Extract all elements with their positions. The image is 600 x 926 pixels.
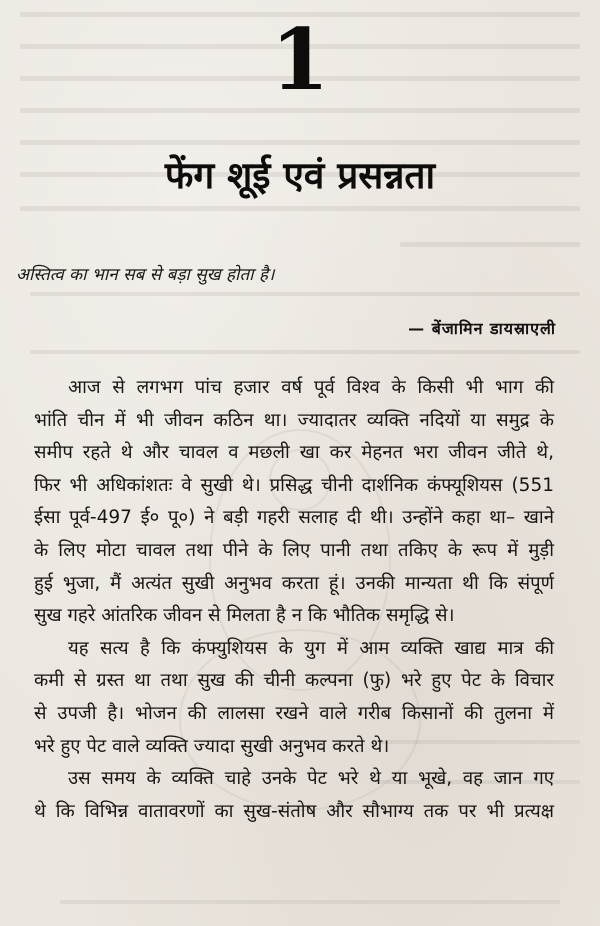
text-line: फिर भी अधिकांशतः वे सुखी थे। प्रसिद्ध चीनी दार्शनिक कंफ्यूशियस (551 xyxy=(34,474,554,496)
text-line: भरे हुए पेट वाले व्यक्ति ज्यादा सुखी अनुभव करते थे। xyxy=(34,735,390,757)
body-paragraph xyxy=(34,763,554,828)
chapter-body xyxy=(34,372,554,828)
text-line: ईसा पूर्व-497 ई० पू०) ने बड़ी गहरी सलाह दी थी। उन्होंने कहा था– खाने xyxy=(34,507,554,529)
epigraph-author: — बेंजामिन डायस्राएली xyxy=(408,319,556,338)
text-line: यह सत्य है कि कंफ्युशियस के युग में आम व्यक्ति खाद्य मात्र की xyxy=(68,637,554,659)
body-paragraph xyxy=(34,633,554,763)
text-line: के लिए मोटा चावल तथा पीने के लिए पानी तथा तकिए के रूप में मुड़ी xyxy=(34,539,554,561)
text-line: आज से लगभग पांच हजार वर्ष पूर्व विश्व के किसी भी भाग की xyxy=(68,377,554,398)
text-line: थे कि विभिन्न वातावरणों का सुख-संतोष और सौभाग्य तक पर भी प्रत्यक्ष xyxy=(34,800,554,822)
text-line: सुख गहरे आंतरिक जीवन से मिलता है न कि भौतिक समृद्धि से। xyxy=(34,605,455,627)
chapter-title: फेंग शूई एवं प्रसन्नता xyxy=(164,154,436,197)
text-line: से उपजी है। भोजन की लालसा रखने वाले गरीब किसानों की तुलना में xyxy=(34,702,554,724)
text-line: उस समय के व्यक्ति चाहे उनके पेट भरे थे या भूखे, वह जान गए xyxy=(68,768,554,790)
text-line: कमी से ग्रस्त था तथा सुख की चीनी कल्पना (फु) भरे हुए पेट के विचार xyxy=(34,670,554,692)
epigraph-quote: अस्तित्व का भान सब से बड़ा सुख होता है। xyxy=(16,265,275,285)
chapter-number: 1 xyxy=(270,10,330,109)
body-paragraph xyxy=(34,372,554,633)
text-line: समीप रहते थे और चावल व मछली खा कर मेहनत भरा जीवन जीते थे, xyxy=(34,442,554,464)
text-line: हुई भुजा, मैं अत्यंत सुखी अनुभव करता हूं। उनकी मान्यता थी कि संपूर्ण xyxy=(34,572,554,594)
text-line: भांति चीन में भी जीवन कठिन था। ज्यादातर व्यक्ति नदियों या समुद्र के xyxy=(34,409,554,431)
